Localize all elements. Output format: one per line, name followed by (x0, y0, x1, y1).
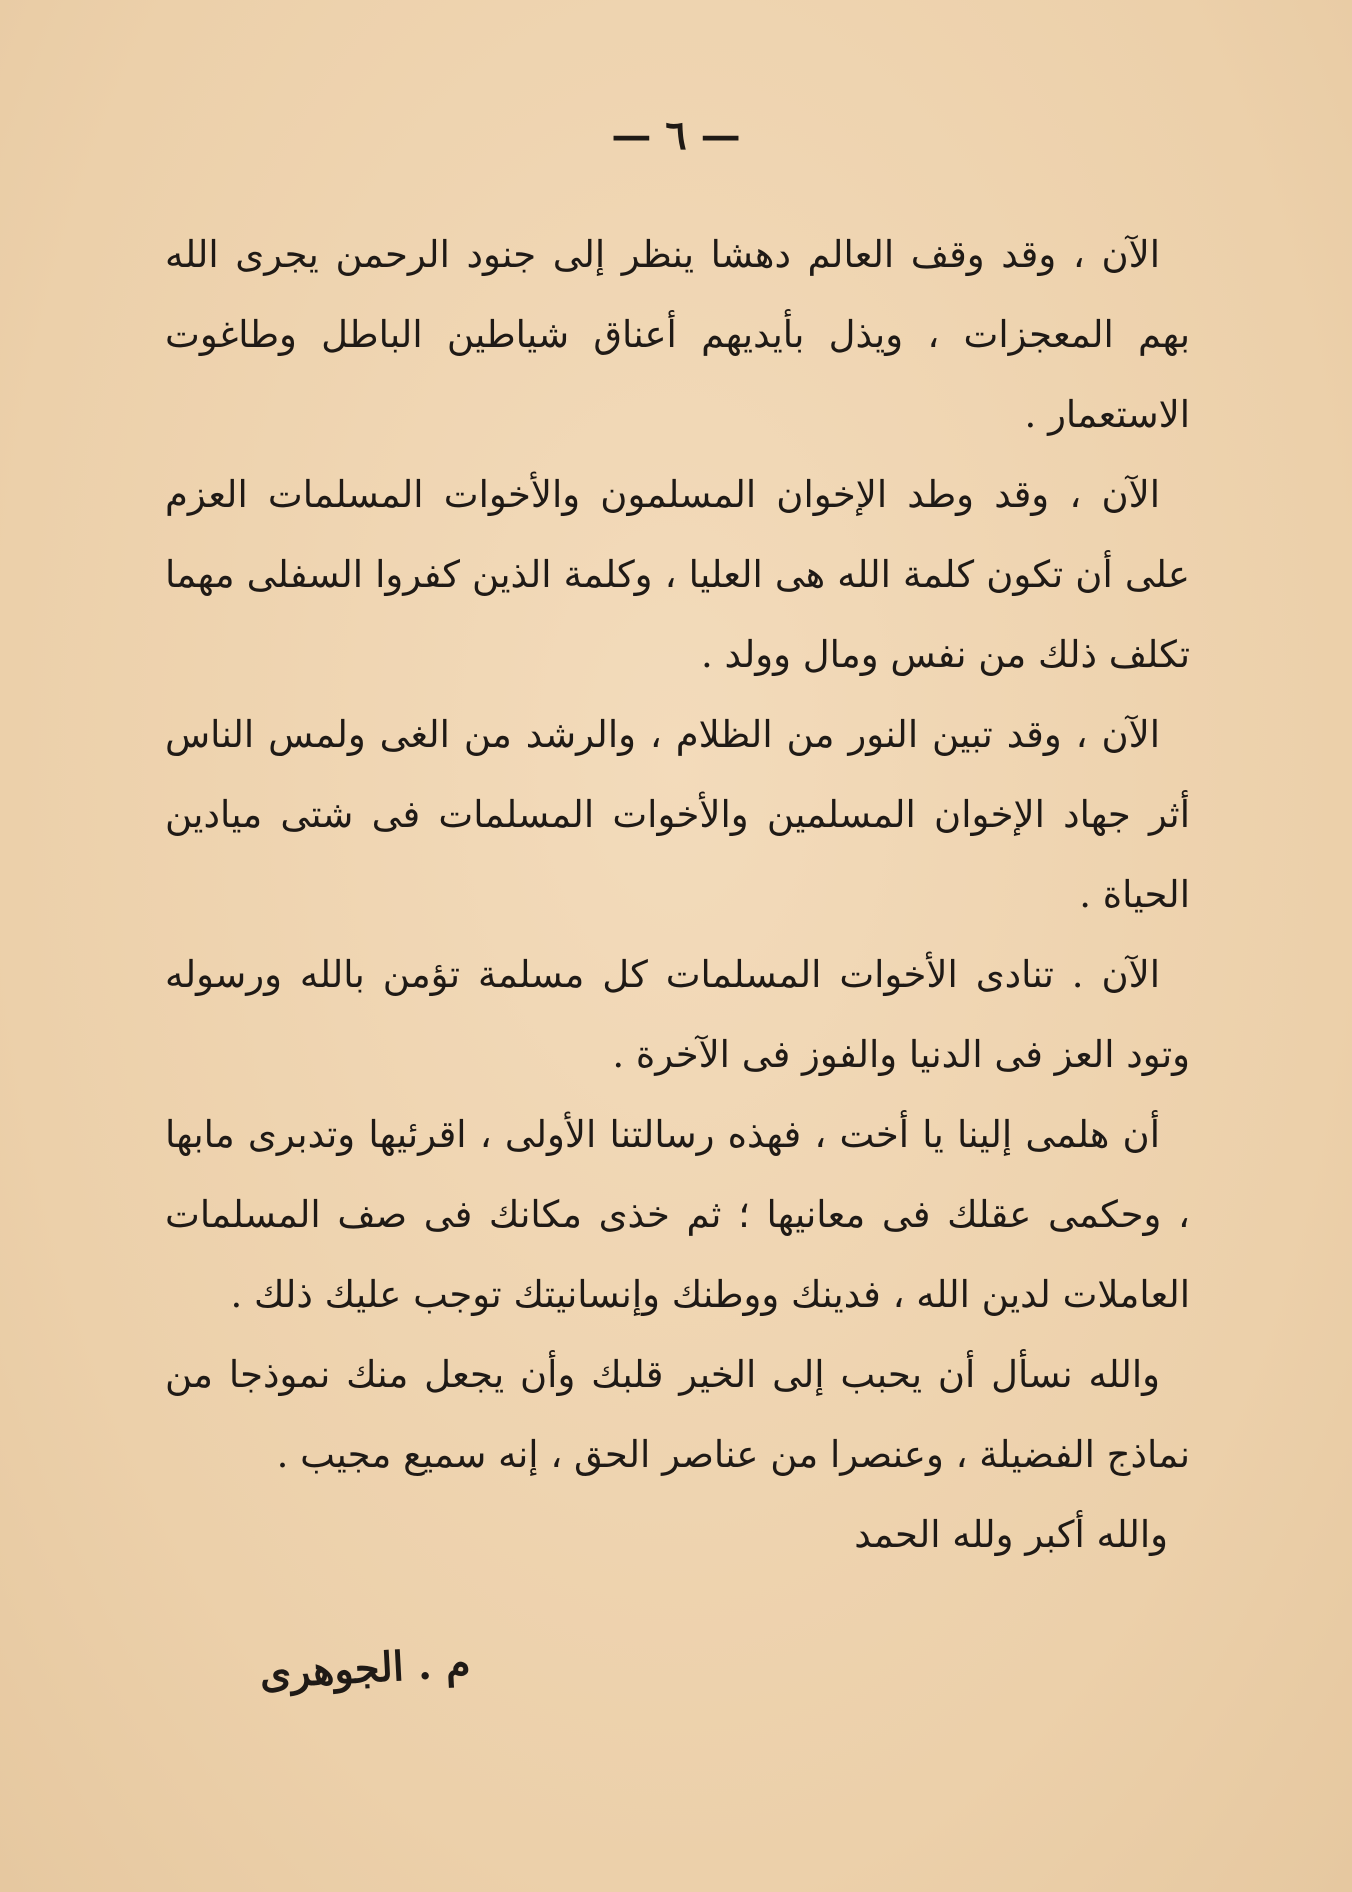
paragraph: والله نسأل أن يحبب إلى الخير قلبك وأن يجعل منك نموذجا من نماذج الفضيلة ، وعنصرا من عناصر الحق ، إنه سميع مجيب . (165, 1353, 1190, 1476)
paragraph: الآن ، وقد وطد الإخوان المسلمون والأخوات المسلمات العزم على أن تكون كلمة الله هى العليا ، وكلمة الذين كفروا السفلى مهما تكلف ذلك من نفس ومال وولد . (165, 473, 1190, 676)
page-number: — ٦ — (611, 112, 741, 159)
closing-line: والله أكبر ولله الحمد (854, 1513, 1168, 1556)
body-text (165, 215, 1190, 1575)
signature: م . الجوهرى (258, 1639, 472, 1698)
paragraph: الآن ، وقد تبين النور من الظلام ، والرشد من الغى ولمس الناس أثر جهاد الإخوان المسلمين والأخوات المسلمات فى شتى ميادين الحياة . (165, 713, 1190, 916)
paragraph: الآن ، وقد وقف العالم دهشا ينظر إلى جنود الرحمن يجرى الله بهم المعجزات ، ويذل بأيديهم أعناق شياطين الباطل وطاغوت الاستعمار . (165, 233, 1190, 436)
paragraph: الآن . تنادى الأخوات المسلمات كل مسلمة تؤمن بالله ورسوله وتود العز فى الدنيا والفوز فى الآخرة . (165, 953, 1190, 1076)
paragraph: أن هلمى إلينا يا أخت ، فهذه رسالتنا الأولى ، اقرئيها وتدبرى مابها ، وحكمى عقلك فى معانيها ؛ ثم خذى مكانك فى صف المسلمات العاملات لدين الله ، فدينك ووطنك وإنسانيتك توجب عليك ذلك . (165, 1113, 1190, 1316)
